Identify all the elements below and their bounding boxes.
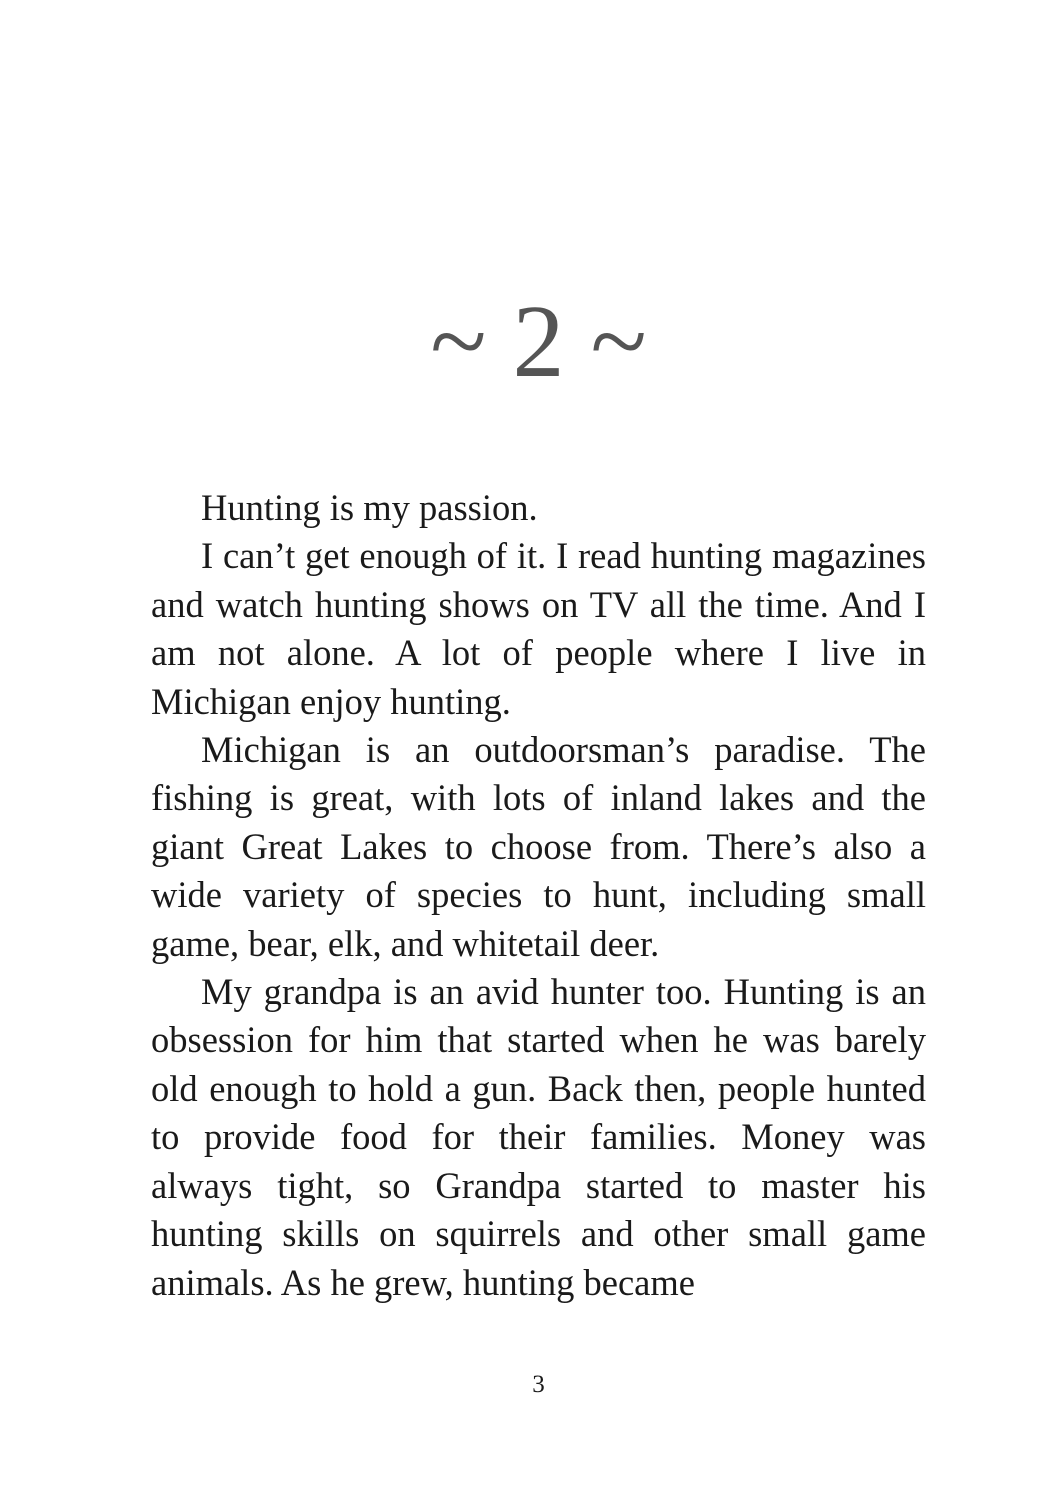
paragraph: Michigan is an outdoorsman’s paradise. The fishing is great, with lots of inland lakes and the giant Great Lakes to choose from. There’s also a wide variety of species to hunt, including small game, bear, elk, and whitetail deer.: [151, 729, 926, 964]
paragraph: My grandpa is an avid hunter too. Hunting is an obsession for him that started when he was barely old enough to hold a gun. Back then, people hunted to provide food for their families. Money was always tight, so Grandpa started to master his hunting skills on squirrels and other small game animals. As he grew, hunting became: [151, 971, 926, 1303]
paragraph: I can’t get enough of it. I read hunting magazines and watch hunting shows on TV all the time. And I am not alone. A lot of people where I live in Michigan enjoy hunting.: [151, 535, 926, 722]
page-number: 3: [532, 1371, 545, 1398]
chapter-heading: ~ 2 ~: [430, 284, 647, 399]
body-text: [151, 484, 926, 1307]
paragraph: Hunting is my passion.: [201, 487, 538, 528]
